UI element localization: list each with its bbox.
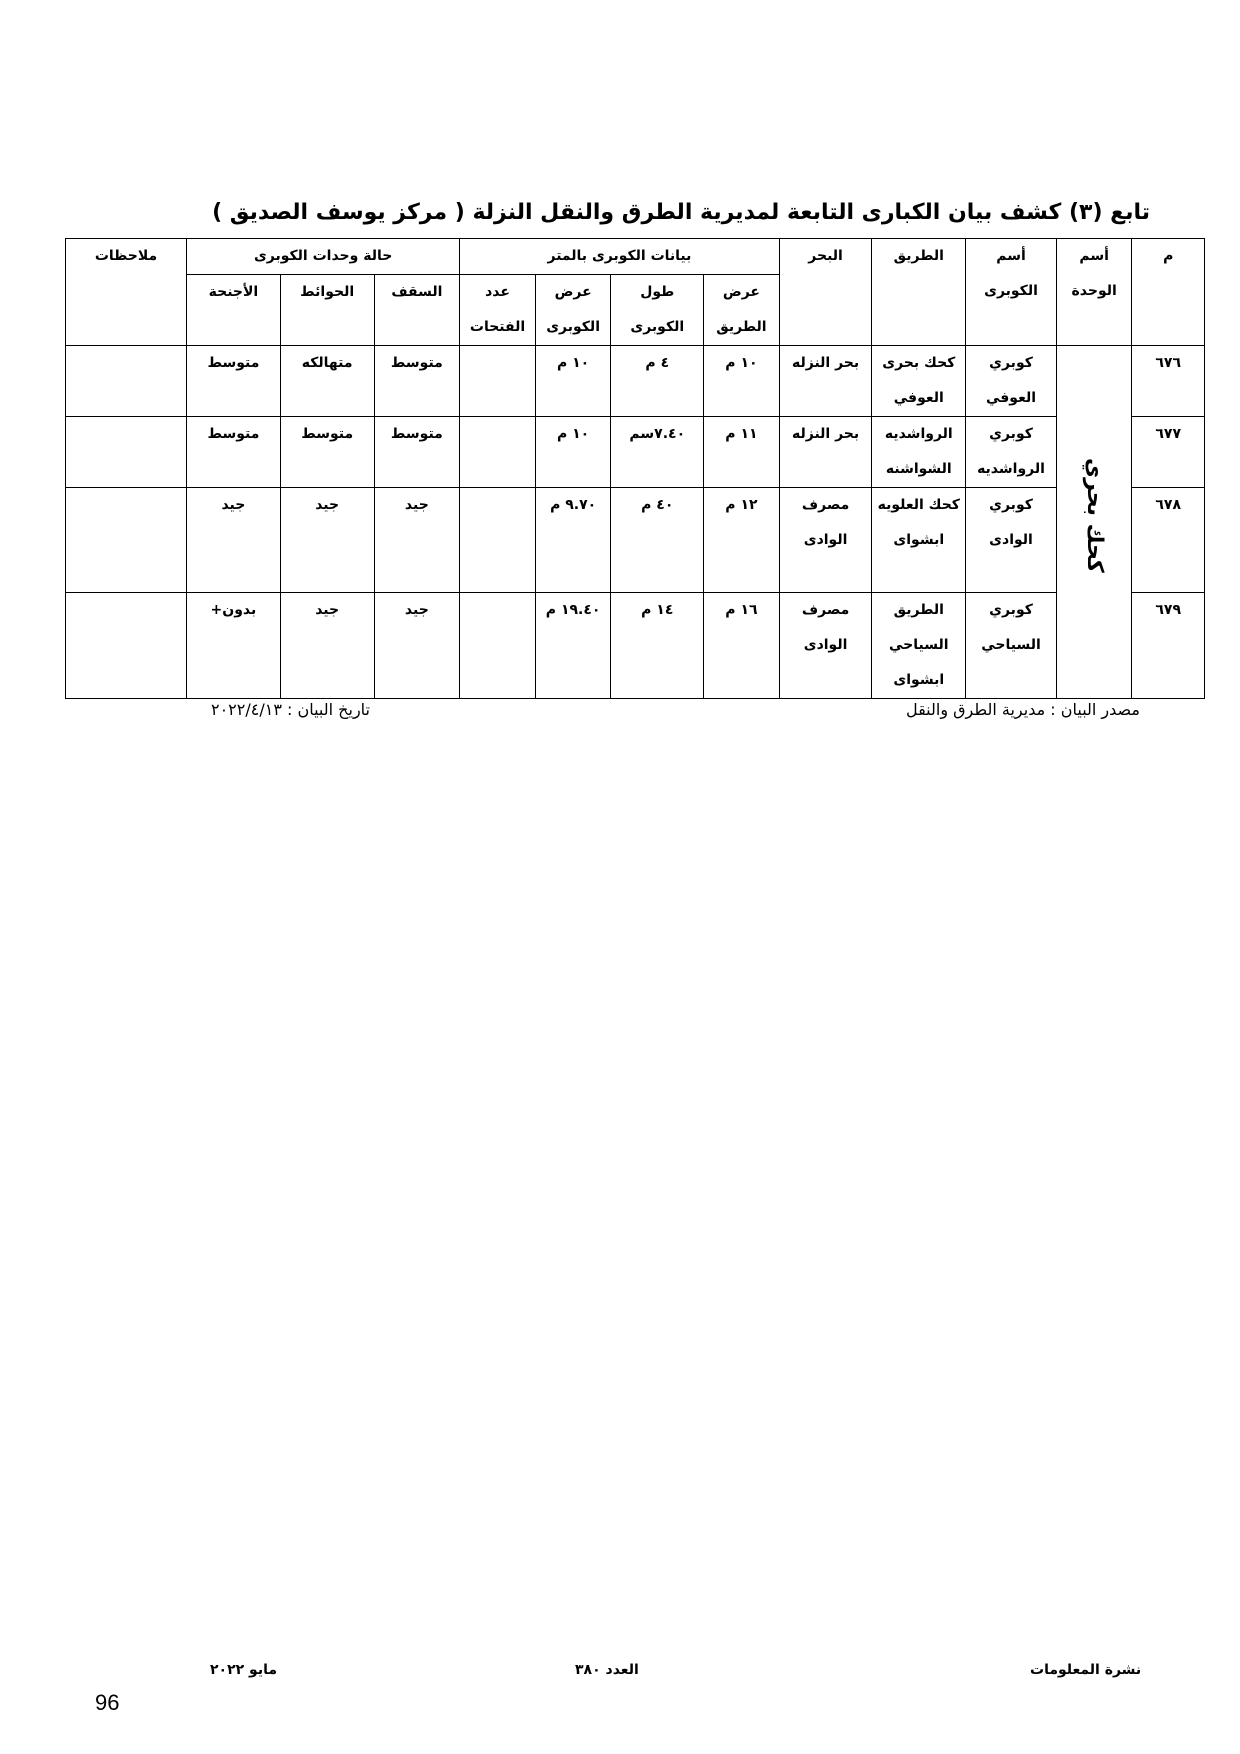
row-road: الرواشديه الشواشنه: [872, 417, 966, 488]
row-walls: جيد: [280, 488, 374, 593]
row-bridge: كوبري الوادى: [966, 488, 1057, 593]
row-m: ٦٧٦: [1132, 346, 1205, 417]
row-road-width: ١٠ م: [704, 346, 780, 417]
row-roof: جيد: [374, 488, 460, 593]
row-bridge: كوبري السياحي: [966, 593, 1057, 699]
row-wings: بدون+: [187, 593, 281, 699]
row-bridge: كوبري العوفي: [966, 346, 1057, 417]
header-bridge-length: طول الكوبرى: [611, 275, 704, 346]
header-bridge-width: عرض الكوبرى: [535, 275, 611, 346]
header-m: م: [1132, 239, 1205, 275]
row-road-width: ١٢ م: [704, 488, 780, 593]
header-bridge-data: بيانات الكوبرى بالمتر: [460, 239, 780, 275]
page-title: تابع (٣) كشف بيان الكبارى التابعة لمديرية الطرق والنقل النزلة ( مركز يوسف الصديق ): [212, 200, 1150, 225]
row-wings: متوسط: [187, 417, 281, 488]
header-road-width: عرض الطريق: [704, 275, 780, 346]
row-openings: [460, 346, 536, 417]
bridges-table: [65, 238, 1205, 699]
data-date: تاريخ البيان : ٢٠٢٢/٤/١٣: [210, 700, 370, 719]
header-road: الطريق: [872, 239, 966, 346]
row-sea: بحر النزله: [779, 417, 872, 488]
row-road: كحك بحرى العوفي: [872, 346, 966, 417]
row-road: الطريق السياحي ابشواى: [872, 593, 966, 699]
row-width: ٩.٧٠ م: [535, 488, 611, 593]
row-walls: جيد: [280, 593, 374, 699]
table-row: [66, 593, 1205, 699]
row-sea: مصرف الوادى: [779, 593, 872, 699]
header-sea: البحر: [779, 239, 872, 346]
row-sea: بحر النزله: [779, 346, 872, 417]
table-row: [66, 488, 1205, 593]
header-walls: الحوائط: [280, 275, 374, 346]
row-m: ٦٧٨: [1132, 488, 1205, 593]
footer-issue: العدد ٣٨٠: [575, 1662, 639, 1678]
unit-name-cell: [1056, 346, 1132, 699]
row-roof: جيد: [374, 593, 460, 699]
row-roof: متوسط: [374, 417, 460, 488]
row-openings: [460, 593, 536, 699]
header-bridge-name: أسم الكوبرى: [966, 239, 1057, 346]
row-road-width: ١١ م: [704, 417, 780, 488]
row-m: ٦٧٩: [1132, 593, 1205, 699]
row-length: ٧.٤٠سم: [611, 417, 704, 488]
footer-publication: نشرة المعلومات: [1030, 1662, 1142, 1678]
row-roof: متوسط: [374, 346, 460, 417]
row-walls: متوسط: [280, 417, 374, 488]
unit-name: كحك بحري: [1082, 457, 1108, 573]
row-walls: متهالكه: [280, 346, 374, 417]
row-width: ١٩.٤٠ م: [535, 593, 611, 699]
row-length: ٤٠ م: [611, 488, 704, 593]
page-number: 96: [95, 1690, 120, 1715]
row-notes: [66, 488, 187, 593]
row-width: ١٠ م: [535, 346, 611, 417]
table-row: [66, 417, 1205, 488]
header-unit-name: أسم الوحدة: [1056, 239, 1132, 346]
header-openings: عدد الفتحات: [460, 275, 536, 346]
row-notes: [66, 346, 187, 417]
row-sea: مصرف الوادى: [779, 488, 872, 593]
row-road-width: ١٦ م: [704, 593, 780, 699]
data-source: مصدر البيان : مديرية الطرق والنقل: [905, 700, 1140, 719]
table-row: [66, 346, 1205, 417]
row-length: ٤ م: [611, 346, 704, 417]
header-wings: الأجنحة: [187, 275, 281, 346]
row-width: ١٠ م: [535, 417, 611, 488]
row-openings: [460, 488, 536, 593]
footer-month: مايو ٢٠٢٢: [210, 1662, 278, 1678]
header-roof: السقف: [374, 275, 460, 346]
row-notes: [66, 417, 187, 488]
row-m: ٦٧٧: [1132, 417, 1205, 488]
header-notes: ملاحظات: [66, 239, 187, 346]
row-wings: جيد: [187, 488, 281, 593]
header-row-1: [66, 239, 1205, 275]
header-units-condition: حالة وحدات الكوبرى: [187, 239, 460, 275]
row-wings: متوسط: [187, 346, 281, 417]
row-bridge: كوبري الرواشديه: [966, 417, 1057, 488]
row-notes: [66, 593, 187, 699]
row-length: ١٤ م: [611, 593, 704, 699]
row-road: كحك العلويه ابشواى: [872, 488, 966, 593]
row-openings: [460, 417, 536, 488]
